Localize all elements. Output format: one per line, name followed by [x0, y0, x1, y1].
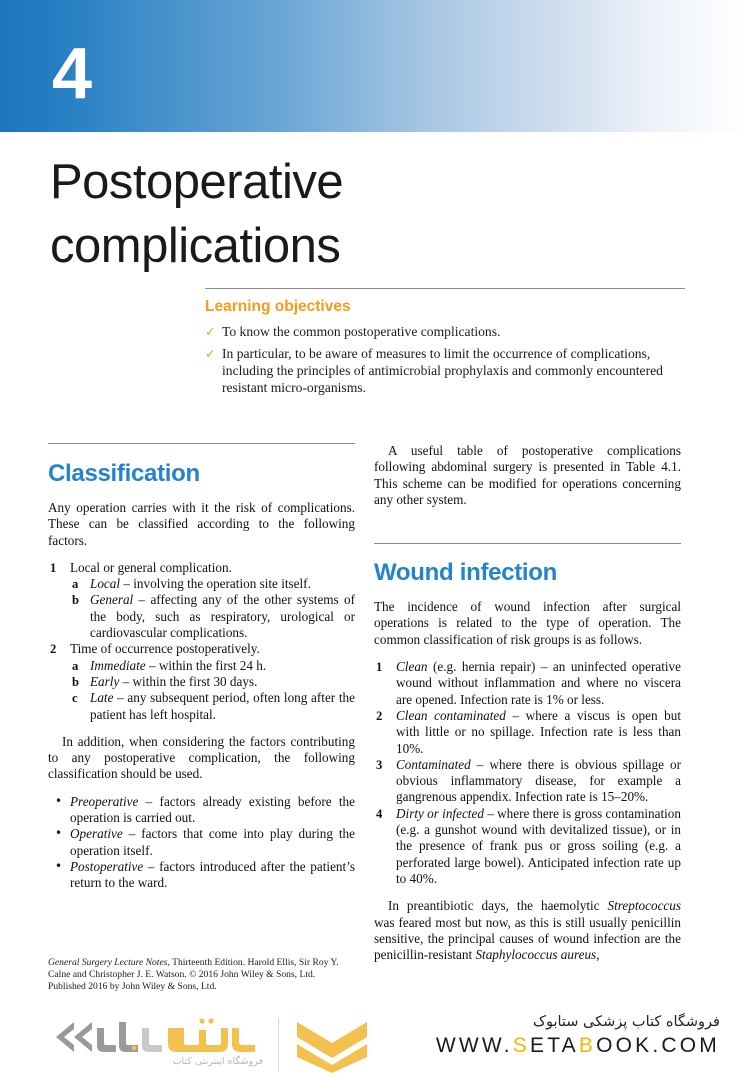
list-marker: c [72, 691, 78, 706]
list-item [70, 674, 355, 690]
list-item [374, 757, 681, 806]
chapter-header-band [0, 0, 748, 132]
list-text: Time of occurrence postoperatively. [70, 641, 260, 657]
divider [48, 443, 355, 444]
list-text: – involving the operation site itself. [120, 576, 311, 592]
list-text: – where a viscus is open but with little or no spillage. Infection rate is less than 10%. [396, 707, 681, 756]
list-item [70, 576, 355, 592]
paragraph-part: was feared most but now, as this is still usually penicillin sensitive, the principal causes of wound infection are the penicillin-resistant [374, 914, 681, 963]
list-term: Local [90, 576, 121, 592]
list-marker: a [72, 577, 79, 592]
list-text: – within the first 24 h. [145, 657, 267, 673]
list-term: Dirty or infected [396, 805, 484, 821]
chevron-stack-icon [295, 1020, 370, 1074]
list-marker: 2 [50, 642, 57, 657]
list-term: Clean contaminated [396, 707, 506, 723]
chapter-number: 4 [52, 34, 92, 114]
page-title-line-1: Postoperative [50, 155, 344, 209]
spacer [374, 519, 681, 543]
list-item [205, 345, 685, 396]
factors-bullet-list [48, 794, 355, 892]
list-item [48, 859, 355, 892]
list-text: Local or general complication. [70, 559, 232, 575]
list-text: – where there is gross contamination (e.g. a gunshot wound with devitalized tissue), or in the presence of frank pus or gross soiling (e.g. a perforated large bowel). Anticipated infection rate up to 40%. [396, 805, 681, 886]
paragraph [374, 898, 681, 963]
list-text: – any subsequent period, often long after the patient has left hospital. [90, 690, 355, 722]
list-term: Preoperative [70, 793, 139, 809]
list-text: – within the first 30 days. [119, 673, 258, 689]
setabook-logo [50, 1014, 340, 1076]
page-title [50, 150, 470, 278]
logo-subtitle: فروشگاه اینترنتی کتاب [172, 1056, 263, 1067]
list-item [70, 658, 355, 674]
list-marker: a [72, 658, 79, 673]
paragraph: A useful table of postoperative complications following abdominal surgery is presented in Table 4.1. This scheme can be modified for operations concerning any other system. [374, 443, 681, 507]
book-title: General Surgery Lecture Notes, [48, 957, 170, 968]
list-term: Early [90, 673, 120, 689]
list-item [374, 659, 681, 708]
bullet-icon: • [55, 826, 63, 841]
learning-objectives-box [205, 288, 685, 401]
footnote-text: Thirteenth Edition. Harold Ellis, Sir Roy Y. Calne and Christopher J. E. Watson. © 2016 John Wiley & Sons, Ltd. Published 2016 by John Wiley & Sons, Ltd. [48, 957, 339, 993]
bullet-icon: • [55, 858, 63, 873]
list-term: Operative [70, 826, 123, 842]
list-marker: 3 [376, 757, 383, 772]
paragraph-part: In preantibiotic days, the haemolytic [388, 898, 608, 914]
learning-objectives-heading: Learning objectives [205, 298, 351, 315]
list-text: – factors already existing before the operation is carried out. [70, 793, 355, 826]
objective-text: In particular, to be aware of measures to limit the occurrence of complications, including the principles of antimicrobial prophylaxis and commonly encountered resistant micro-organisms. [222, 346, 663, 395]
list-text: – affecting any of the other systems of the body, such as respiratory, urological or cardiovascular complications. [90, 592, 355, 641]
url-part-highlight: B [578, 1034, 597, 1057]
list-item [70, 690, 355, 723]
list-item [48, 826, 355, 859]
paragraph: In addition, when considering the factors contributing to any postoperative complication, the following classification should be used. [48, 733, 355, 782]
site-tagline-fa: فروشگاه کتاب پزشکی ستابوک [532, 1014, 720, 1030]
right-column [374, 443, 681, 963]
list-marker: 1 [50, 560, 57, 575]
bullet-icon: • [55, 793, 63, 808]
list-item [70, 592, 355, 641]
url-part: WWW. [435, 1034, 513, 1057]
objective-text: To know the common postoperative complications. [222, 324, 501, 339]
copyright-footnote [48, 957, 355, 994]
paragraph: The incidence of wound infection after surgical operations is related to the type of operation. The common classification of risk groups is as follows. [374, 599, 681, 647]
url-part-highlight: S [512, 1034, 530, 1057]
list-term: General [90, 592, 134, 608]
list-term: Postoperative [70, 858, 144, 874]
setabook-wordmark-icon [50, 1016, 265, 1056]
organism-name: Streptococcus [607, 898, 681, 914]
divider [205, 288, 685, 289]
sub-list [70, 576, 355, 641]
watermark-bar [0, 1004, 748, 1080]
list-term: Contaminated [396, 756, 471, 772]
list-item [205, 323, 685, 340]
section-heading-wound-infection: Wound infection [374, 559, 558, 587]
list-text: – factors introduced after the patient’s return to the ward. [70, 858, 355, 891]
check-icon: ✓ [205, 346, 216, 361]
page-title-line-2: complications [50, 219, 341, 273]
organism-name: Staphylococcus aureus, [475, 947, 600, 963]
list-item [374, 708, 681, 757]
list-item [48, 560, 355, 641]
divider [278, 1018, 279, 1072]
list-text: – factors that come into play during the operation itself. [70, 826, 355, 858]
list-item [374, 806, 681, 887]
list-term: Immediate [90, 657, 146, 673]
risk-group-list [374, 659, 681, 887]
list-marker: b [72, 674, 80, 689]
list-text: – where there is obvious spillage or obvious inflammatory disease, for example a gangrenous appendix. Infection rate is 15–20%. [396, 756, 681, 805]
list-marker: 1 [376, 660, 383, 675]
url-part: OOK.COM [596, 1034, 720, 1057]
paragraph: Any operation carries with it the risk of complications. These can be classified according to the following factors. [48, 500, 355, 548]
site-url[interactable] [436, 1034, 720, 1058]
check-icon: ✓ [205, 324, 216, 339]
classification-list [48, 560, 355, 723]
list-marker: 2 [376, 708, 383, 723]
list-item [48, 641, 355, 722]
list-term: Clean [396, 659, 428, 675]
divider [374, 543, 681, 544]
list-marker: b [72, 593, 80, 608]
left-column [48, 443, 355, 903]
list-item [48, 794, 355, 827]
list-text: (e.g. hernia repair) – an uninfected operative wound without inflammation and where no viscera are opened. Infection rate is 1% or less. [396, 659, 681, 707]
list-marker: 4 [376, 806, 383, 821]
section-heading-classification: Classification [48, 460, 200, 487]
url-part: ETA [529, 1034, 579, 1057]
sub-list [70, 658, 355, 723]
list-term: Late [90, 690, 114, 706]
site-branding [436, 1014, 720, 1058]
